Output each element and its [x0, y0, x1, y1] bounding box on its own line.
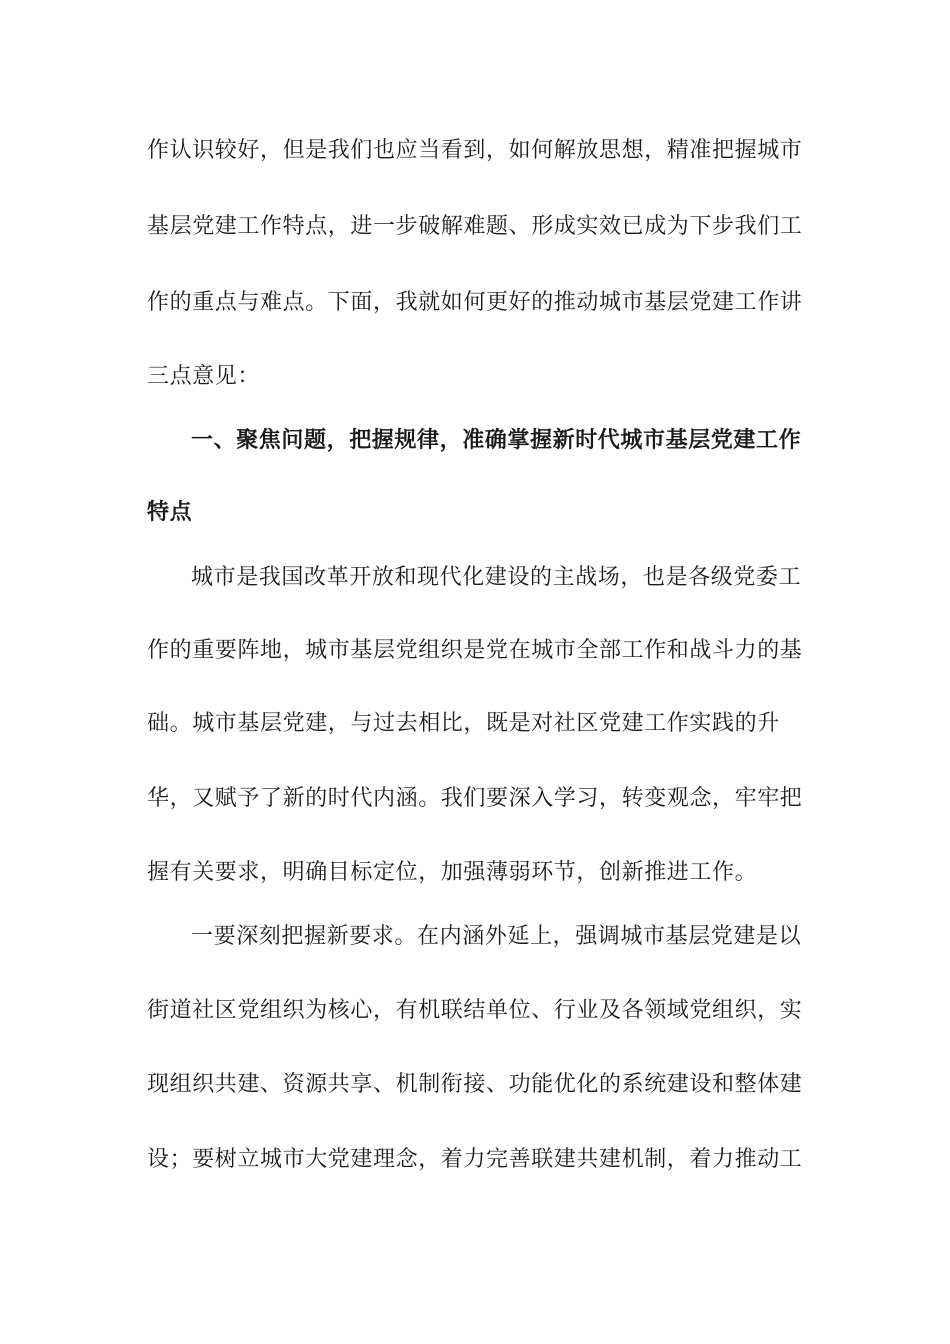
body-text-line: 握有关要求，明确目标定位，加强薄弱环节，创新推进工作。 [147, 860, 758, 885]
body-text-line: 设；要树立城市大党建理念，着力完善联建共建机制，着力推动工 [147, 1147, 803, 1172]
body-text-line: 作的重要阵地，城市基层党组织是党在城市全部工作和战斗力的基 [147, 638, 803, 663]
body-text-line: 城市是我国改革开放和现代化建设的主战场，也是各级党委工 [191, 565, 802, 590]
body-text-line: 现组织共建、资源共享、机制衔接、功能优化的系统建设和整体建 [147, 1072, 803, 1097]
section-heading: 特点 [147, 499, 193, 525]
body-text-line: 作的重点与难点。下面，我就如何更好的推动城市基层党建工作讲 [147, 290, 803, 315]
section-heading: 一、聚焦问题，把握规律，准确掌握新时代城市基层党建工作 [191, 427, 802, 453]
body-text-line: 华，又赋予了新的时代内涵。我们要深入学习，转变观念，牢牢把 [147, 786, 803, 811]
body-text-line: 作认识较好，但是我们也应当看到，如何解放思想，精准把握城市 [147, 138, 803, 163]
body-text-line: 三点意见： [147, 364, 261, 389]
body-text-line: 一要深刻把握新要求。在内涵外延上，强调城市基层党建是以 [191, 924, 802, 949]
body-text-line: 街道社区党组织为核心，有机联结单位、行业及各领域党组织，实 [147, 998, 803, 1023]
body-text-line: 础。城市基层党建，与过去相比，既是对社区党建工作实践的升 [147, 711, 780, 736]
body-text-line: 基层党建工作特点，进一步破解难题、形成实效已成为下步我们工 [147, 214, 803, 239]
